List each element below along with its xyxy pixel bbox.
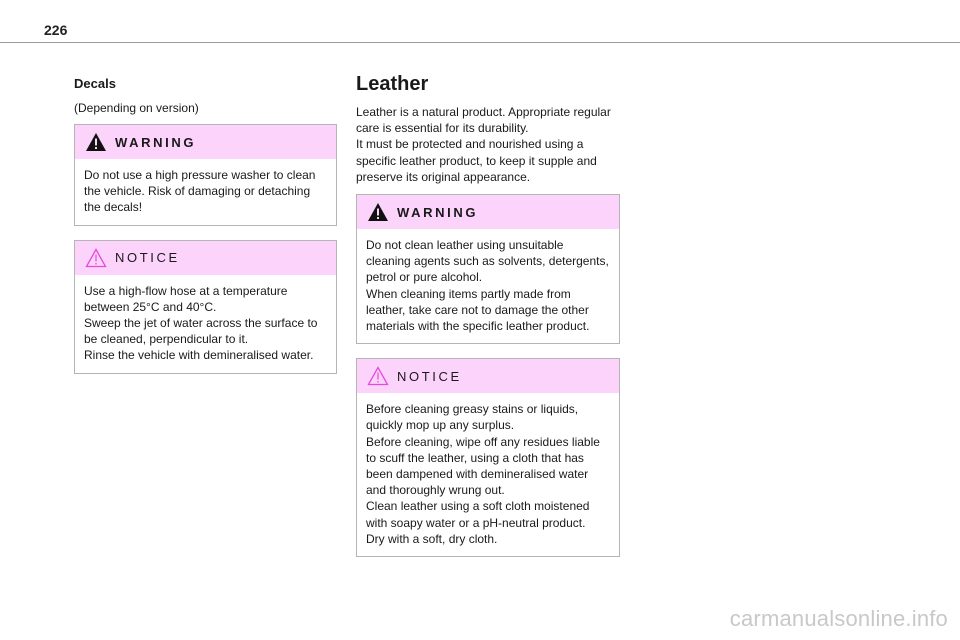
page-number: 226 — [44, 22, 68, 38]
notice-label: NOTICE — [397, 368, 462, 384]
notice-line: Rinse the vehicle with demineralised water. — [84, 348, 314, 363]
decals-subtitle: (Depending on version) — [74, 101, 199, 115]
warning-triangle-icon — [367, 202, 389, 222]
notice-body — [357, 393, 619, 556]
intro-line: Leather is a natural product. Appropriate regular care is essential for its durability. — [356, 105, 611, 136]
decals-section — [74, 76, 337, 388]
decals-title: Decals — [74, 76, 116, 91]
warning-line: Do not clean leather using unsuitable cleaning agents such as solvents, detergents, petrol or pure alcohol. — [366, 238, 609, 285]
decals-warning-box — [74, 124, 337, 226]
intro-line: It must be protected and nourished using a specific leather product, to keep it supple and preserve its original appearance. — [356, 137, 597, 184]
notice-line: Sweep the jet of water across the surface to be cleaned, perpendicular to it. — [84, 316, 318, 347]
notice-line: Before cleaning greasy stains or liquids, quickly mop up any surplus. — [366, 402, 579, 433]
leather-section — [356, 72, 620, 571]
warning-body — [75, 159, 336, 225]
notice-line: Clean leather using a soft cloth moistened with soapy water or a pH-neutral product. — [366, 499, 590, 530]
warning-header — [75, 125, 336, 159]
notice-header — [357, 359, 619, 393]
leather-intro — [356, 104, 620, 185]
watermark: carmanualsonline.info — [729, 606, 948, 631]
header-divider — [0, 42, 960, 43]
warning-text: Do not use a high pressure washer to clean the vehicle. Risk of damaging or detaching the decals! — [84, 168, 316, 215]
warning-header — [357, 195, 619, 229]
notice-line: Use a high-flow hose at a temperature between 25°C and 40°C. — [84, 283, 288, 314]
notice-line: Before cleaning, wipe off any residues liable to scuff the leather, using a cloth that has been dampened with demineralised water and thoroughly wrung out. — [366, 434, 600, 498]
warning-body — [357, 229, 619, 343]
warning-line: When cleaning items partly made from leather, take care not to damage the other materials with the specific leather product. — [366, 286, 590, 334]
notice-triangle-icon — [85, 248, 107, 268]
leather-notice-box — [356, 358, 620, 557]
warning-label: WARNING — [397, 204, 479, 220]
decals-notice-box — [74, 240, 337, 374]
notice-header — [75, 241, 336, 275]
leather-title: Leather — [356, 73, 429, 95]
notice-label: NOTICE — [115, 250, 180, 266]
notice-triangle-icon — [367, 366, 389, 386]
notice-body — [75, 275, 336, 373]
notice-line: Dry with a soft, dry cloth. — [366, 531, 498, 546]
warning-label: WARNING — [115, 134, 197, 150]
leather-warning-box — [356, 194, 620, 344]
warning-triangle-icon — [85, 132, 107, 152]
